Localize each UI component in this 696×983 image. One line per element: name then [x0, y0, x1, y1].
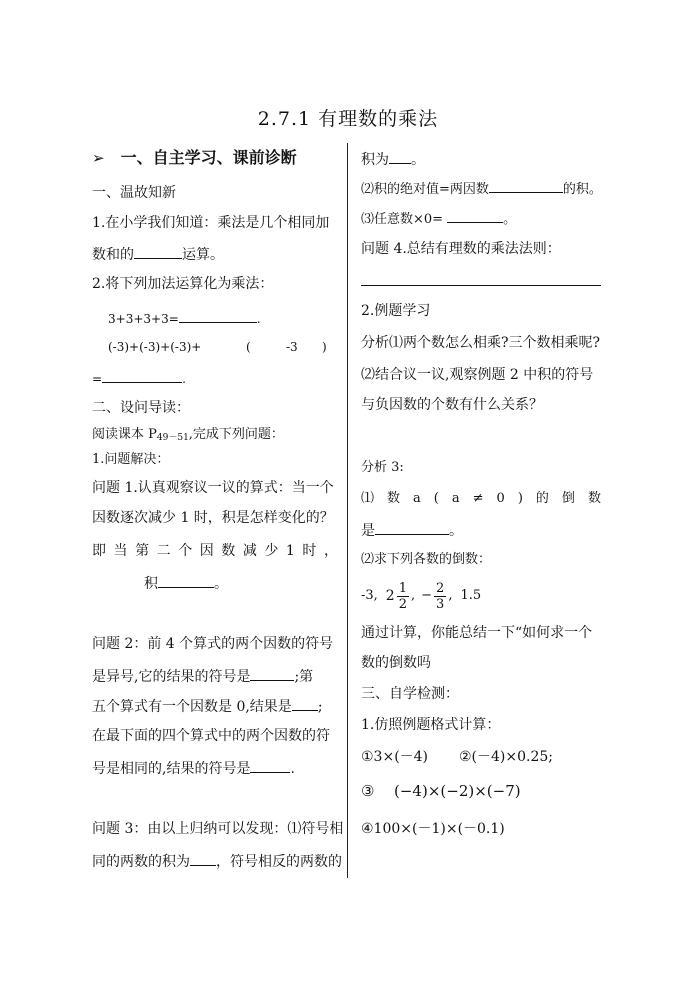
mixed-number-whole: 2	[385, 588, 395, 604]
selfcheck-heading: 三、自学检测：	[361, 686, 459, 702]
analysis-3-heading: 分析 3:	[361, 460, 404, 475]
example-heading: 2.例题学习	[361, 303, 431, 319]
answer-blank[interactable]	[179, 306, 257, 323]
problem-solving-heading: 1.问题解决：	[92, 452, 170, 467]
number-neg3: -3,	[361, 588, 378, 603]
r-line3: ⑶任意数×0= 。	[361, 206, 516, 231]
q1-line1: 1.在小学我们知道：乘法是几个相同加	[92, 215, 330, 231]
column-divider	[347, 143, 348, 878]
warmup-heading: 一、温故知新	[92, 185, 176, 201]
answer-blank[interactable]	[375, 518, 449, 535]
calc-line1: 通过计算，你能总结一下“如何求一个	[361, 625, 593, 641]
selfcheck-expr1: ①3×(－4)	[361, 749, 429, 765]
answer-blank[interactable]	[158, 571, 214, 588]
numbers-row: -3, 2 $\frac{1}{2}$ , − $\frac{2}{3}$ , 1.5	[361, 580, 482, 612]
selfcheck-expr3-label: ③	[361, 782, 375, 800]
section1-heading-row	[92, 147, 297, 169]
reciprocal-line3: ⑵求下列各数的倒数：	[361, 552, 492, 567]
negative-fraction: $\frac{2}{3}$	[436, 580, 445, 612]
r-line4: 问题 4.总结有理数的乘法法则：	[361, 241, 561, 257]
answer-blank[interactable]	[489, 176, 563, 193]
right-column	[361, 0, 621, 983]
q1-line2: 数和的 运算。	[92, 242, 224, 266]
p3-line2: 同的两数的积为 ，符号相反的两数的	[92, 849, 342, 873]
analysis-1: 分析⑴两个数怎么相乘?三个数相乘呢?	[361, 335, 601, 351]
p2-line3: 五个算式有一个因数是 0,结果是 ;	[92, 694, 323, 718]
answer-blank[interactable]	[134, 242, 182, 259]
answer-blank[interactable]	[389, 147, 411, 164]
guide-heading: 二、设问导读：	[92, 400, 190, 416]
selfcheck-expr2: ②(－4)×0.25;	[459, 749, 554, 765]
p1-line2: 因数逐次减少 1 时，积是怎样变化的？	[92, 510, 334, 526]
p2-line2: 是异号,它的结果的符号是 ;第	[92, 664, 313, 688]
p1-line4: 积 。	[144, 571, 228, 595]
p2-line1: 问题 2：前 4 个算式的两个因数的符号	[92, 636, 334, 652]
answer-blank[interactable]	[292, 694, 318, 711]
mixed-number-fraction: $\frac{1}{2}$	[398, 580, 407, 612]
p1-line3: 即 当 第 二 个 因 数 减 少 1 时 ，	[92, 543, 338, 559]
p2-line5: 号是相同的,结果的符号是 .	[92, 756, 295, 780]
r-line2: ⑵积的绝对值=两因数 的积。	[361, 176, 602, 201]
answer-blank[interactable]	[250, 664, 294, 681]
q2-expr1: 3+3+3+3= .	[108, 306, 261, 330]
number-1-5: 1.5	[460, 588, 482, 603]
calc-line2: 数的倒数吗	[361, 655, 431, 671]
q2-expr3: = .	[92, 366, 186, 390]
p2-line4: 在最下面的四个算式中的两个因数的符	[92, 728, 330, 744]
answer-blank[interactable]	[190, 849, 216, 866]
reciprocal-line2: 是 。	[361, 518, 463, 542]
analysis-2b: 与负因数的个数有什么关系？	[361, 397, 543, 413]
reciprocal-line1: ⑴ 数 a ( a ≠ 0 ) 的 倒 数	[361, 491, 601, 506]
answer-blank[interactable]	[447, 206, 503, 223]
negative-sign: −	[421, 588, 433, 603]
selfcheck-expr4: ④100×(－1)×(－0.1)	[361, 821, 505, 837]
left-column	[92, 0, 342, 983]
page-title: 2.7.1 有理数的乘法	[257, 108, 439, 130]
r-line1: 积为 。	[361, 147, 425, 171]
q2-expr2: (-3)+(-3)+(-3)+ ( -3 )	[108, 340, 327, 354]
reading-assignment: 阅读课本 $P_{49-51}$,完成下列问题：	[92, 427, 284, 443]
answer-blank[interactable]	[250, 756, 290, 773]
q2-line: 2.将下列加法运算化为乘法：	[92, 276, 274, 292]
answer-blank[interactable]	[102, 366, 182, 383]
answer-line[interactable]	[361, 275, 601, 286]
selfcheck-expr3: (−4)×(−2)×(−7)	[394, 782, 521, 800]
p3-line1: 问题 3：由以上归纳可以发现：⑴符号相	[92, 821, 344, 837]
analysis-2: ⑵结合议一议,观察例题 2 中积的符号	[361, 367, 594, 383]
section1-heading: 一、自主学习、课前诊断	[120, 148, 297, 167]
arrow-bullet-icon: ➢	[92, 149, 105, 167]
p1-line1: 问题 1.认真观察议一议的算式：当一个	[92, 480, 334, 496]
selfcheck-expr3-row	[361, 780, 521, 802]
selfcheck-instruction: 1.仿照例题格式计算：	[361, 717, 501, 733]
